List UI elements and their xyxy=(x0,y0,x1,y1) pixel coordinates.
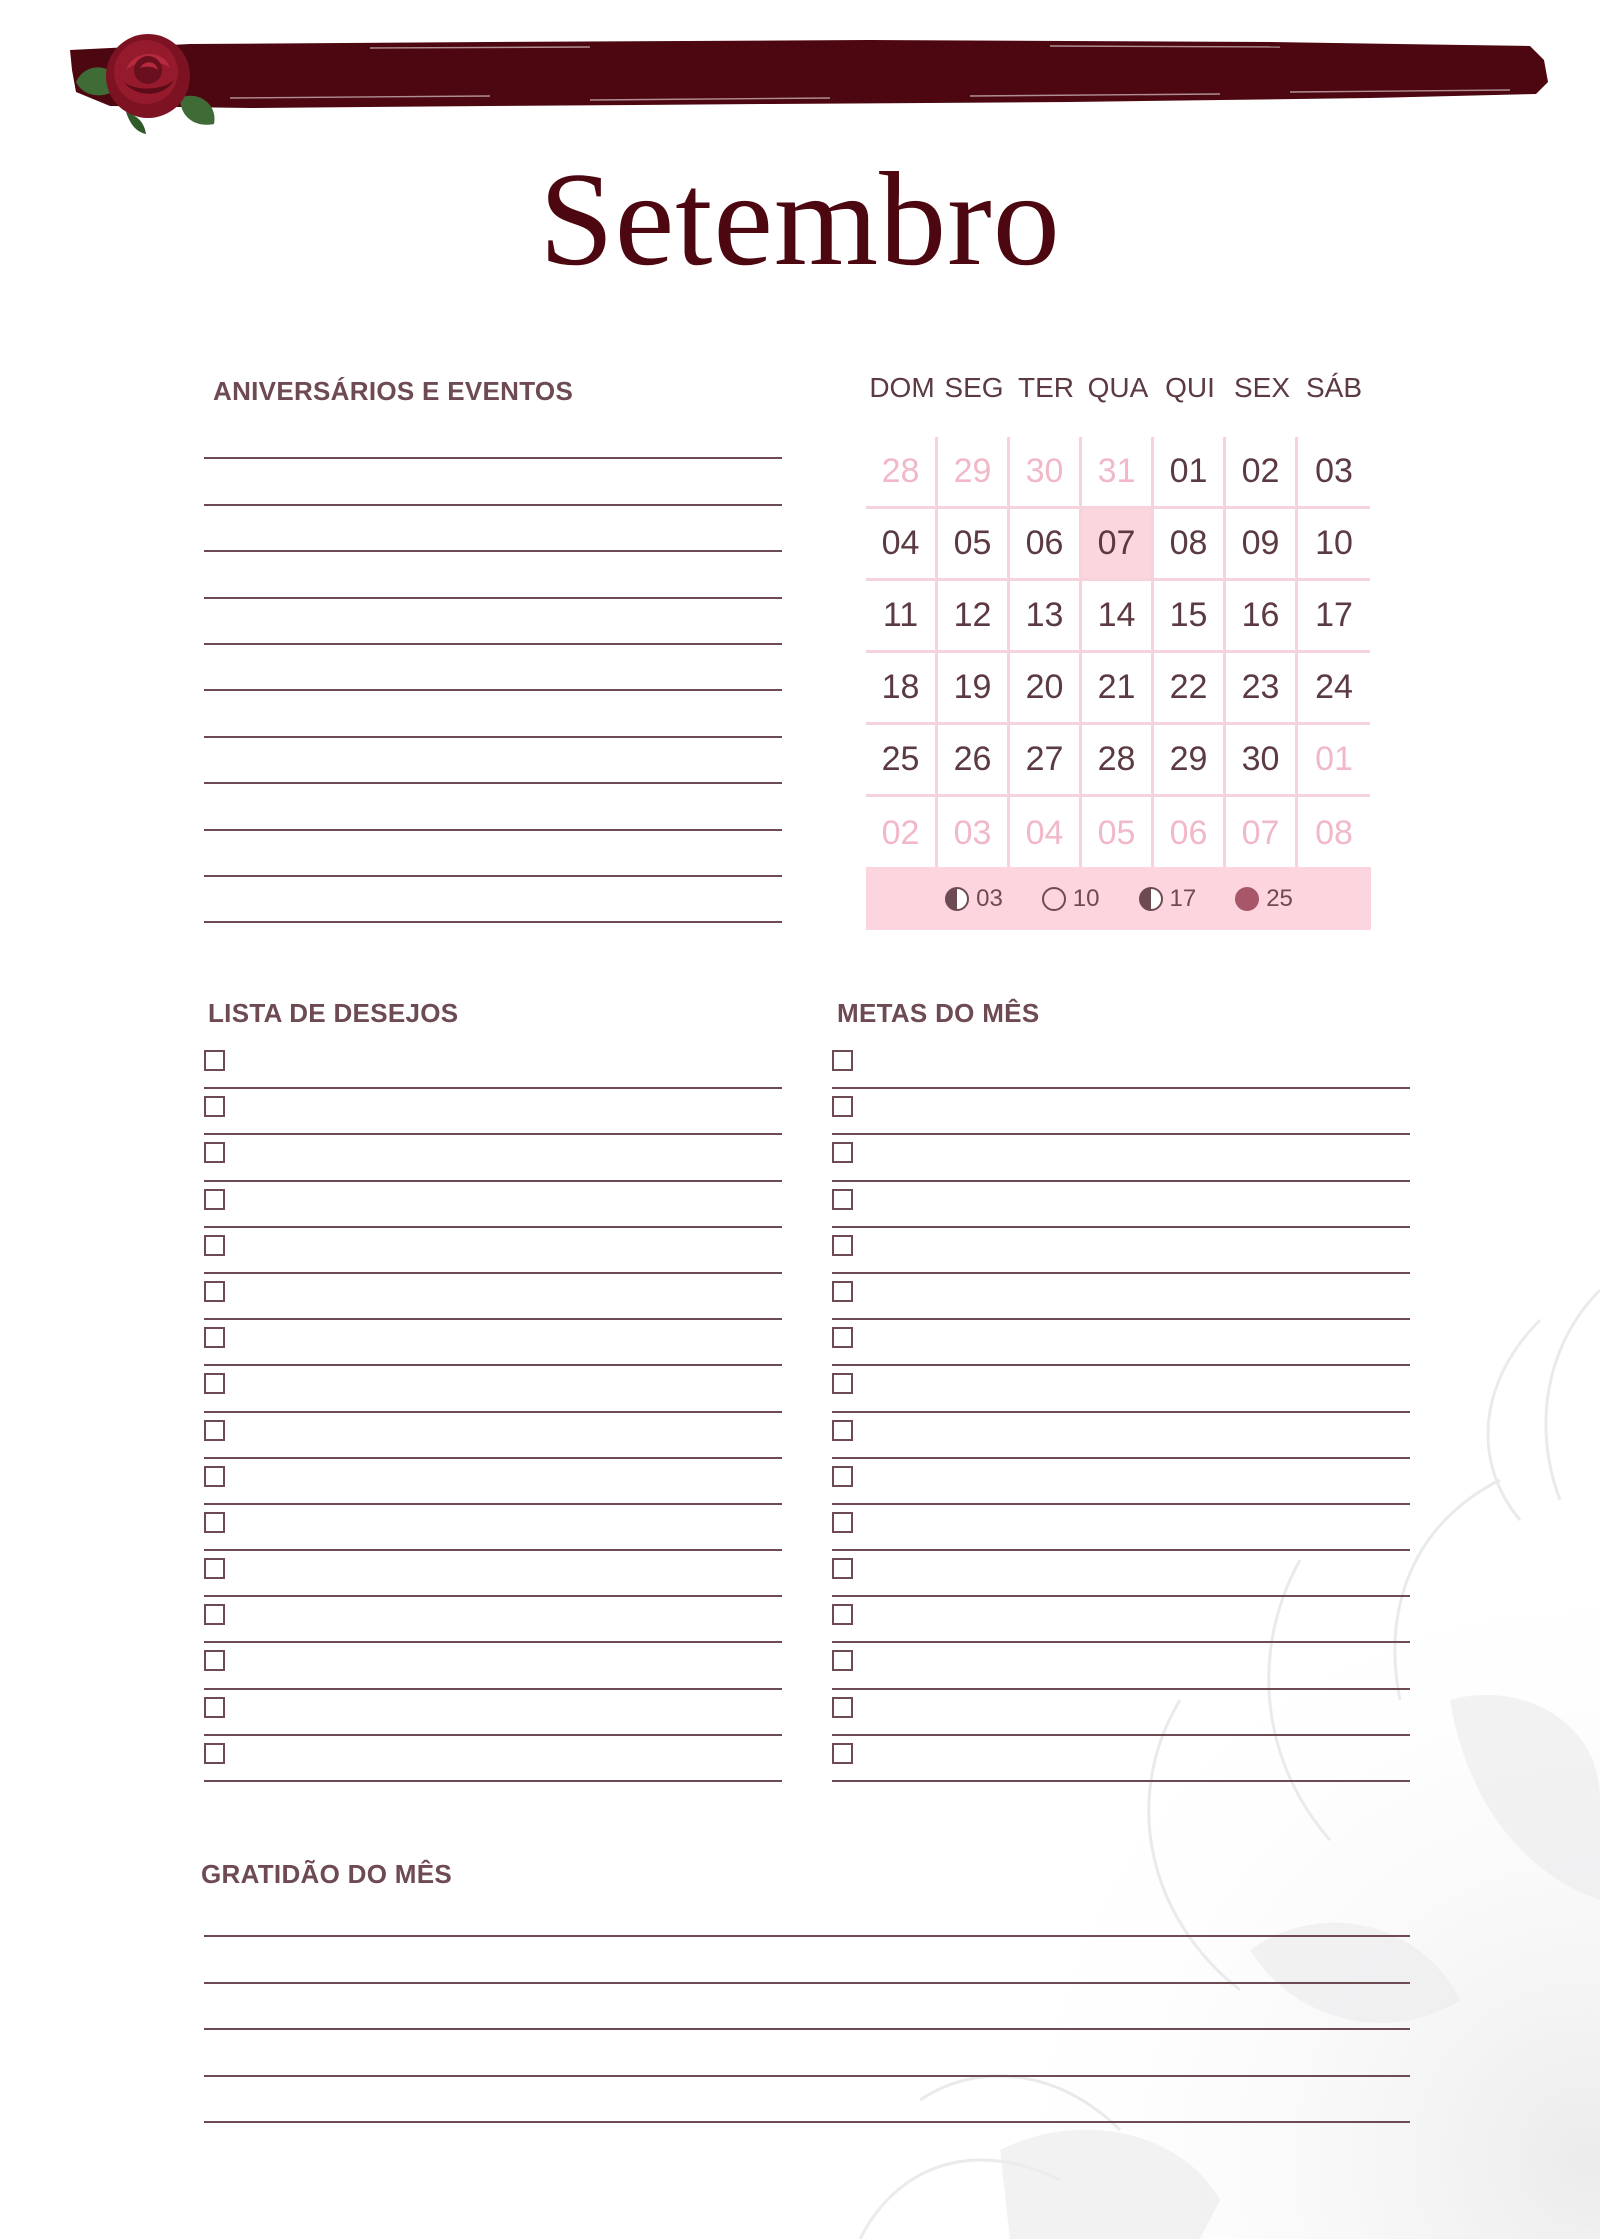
new-moon-filled-icon xyxy=(1234,886,1260,912)
calendar-day[interactable]: 11 xyxy=(866,581,938,653)
moon-phase-day: 03 xyxy=(976,884,1003,912)
checkbox[interactable] xyxy=(204,1096,225,1117)
checkbox[interactable] xyxy=(832,1327,853,1348)
wishlist-checklist xyxy=(204,1043,782,1782)
calendar-day-other-month[interactable]: 04 xyxy=(1010,797,1082,869)
calendar-day[interactable]: 04 xyxy=(866,509,938,581)
checkbox[interactable] xyxy=(832,1373,853,1394)
wishlist-row xyxy=(204,1043,782,1089)
calendar-day[interactable]: 06 xyxy=(1010,509,1082,581)
weekday-label: QUA xyxy=(1087,372,1149,403)
checkbox[interactable] xyxy=(832,1420,853,1441)
checkbox[interactable] xyxy=(204,1743,225,1764)
calendar-day-other-month[interactable]: 02 xyxy=(866,797,938,869)
writing-line[interactable] xyxy=(204,645,782,691)
page-title: Setembro xyxy=(539,145,1061,293)
checkbox[interactable] xyxy=(204,1050,225,1071)
calendar-day-other-month[interactable]: 30 xyxy=(1010,437,1082,509)
calendar-day[interactable]: 01 xyxy=(1154,437,1226,509)
moon-phase-day: 10 xyxy=(1072,884,1100,912)
calendar-day[interactable]: 03 xyxy=(1298,437,1370,509)
checkbox[interactable] xyxy=(832,1650,853,1671)
weekday-label: QUI xyxy=(1165,372,1215,403)
writing-line[interactable] xyxy=(204,877,782,923)
rose-icon xyxy=(66,20,226,135)
writing-line[interactable] xyxy=(204,1984,1410,2030)
checkbox[interactable] xyxy=(832,1512,853,1533)
wishlist-row xyxy=(204,1459,782,1505)
checkbox[interactable] xyxy=(204,1142,225,1163)
checkbox[interactable] xyxy=(204,1373,225,1394)
checkbox[interactable] xyxy=(832,1281,853,1302)
writing-line[interactable] xyxy=(204,1891,1410,1937)
checkbox[interactable] xyxy=(204,1327,225,1348)
writing-line[interactable] xyxy=(204,599,782,645)
weekday-label: DOM xyxy=(869,372,935,403)
calendar-day[interactable]: 17 xyxy=(1298,581,1370,653)
calendar-grid xyxy=(866,437,1370,869)
goal-row xyxy=(832,1736,1410,1782)
moon-phase-day: 17 xyxy=(1169,884,1197,912)
moon-phase-item xyxy=(944,885,1003,913)
goal-row xyxy=(832,1228,1410,1274)
wishlist-row xyxy=(204,1135,782,1181)
goal-row xyxy=(832,1643,1410,1689)
calendar-day[interactable]: 14 xyxy=(1082,581,1154,653)
weekday-label: SEX xyxy=(1233,372,1291,403)
calendar-day-current[interactable]: 07 xyxy=(1082,509,1154,581)
moon-phase-item xyxy=(1234,885,1293,913)
wishlist-row xyxy=(204,1597,782,1643)
calendar-day-other-month[interactable]: 29 xyxy=(938,437,1010,509)
goal-row xyxy=(832,1089,1410,1135)
calendar-day[interactable]: 16 xyxy=(1226,581,1298,653)
goal-row xyxy=(832,1135,1410,1181)
wishlist-heading: LISTA DE DESEJOS xyxy=(208,998,459,1028)
calendar-day[interactable]: 12 xyxy=(938,581,1010,653)
wishlist-row xyxy=(204,1366,782,1412)
moon-phase-bar xyxy=(866,867,1371,930)
wishlist-row xyxy=(204,1320,782,1366)
goal-row xyxy=(832,1505,1410,1551)
calendar-day[interactable]: 24 xyxy=(1298,653,1370,725)
calendar-day-other-month[interactable]: 03 xyxy=(938,797,1010,869)
writing-line[interactable] xyxy=(204,1780,782,1782)
calendar-day[interactable]: 30 xyxy=(1226,725,1298,797)
writing-line[interactable] xyxy=(204,1937,1410,1983)
writing-line[interactable] xyxy=(204,506,782,552)
wishlist-row xyxy=(204,1182,782,1228)
goal-row xyxy=(832,1274,1410,1320)
goals-checklist xyxy=(832,1043,1410,1782)
waning-half-moon-icon xyxy=(1138,886,1164,912)
goal-row xyxy=(832,1551,1410,1597)
checkbox[interactable] xyxy=(832,1558,853,1579)
checkbox[interactable] xyxy=(204,1697,225,1718)
writing-line[interactable] xyxy=(204,413,782,459)
events-heading: ANIVERSÁRIOS E EVENTOS xyxy=(213,376,574,406)
calendar-day[interactable]: 02 xyxy=(1226,437,1298,509)
calendar-day[interactable]: 18 xyxy=(866,653,938,725)
checkbox[interactable] xyxy=(204,1512,225,1533)
writing-line[interactable] xyxy=(204,784,782,830)
checkbox[interactable] xyxy=(204,1420,225,1441)
waxing-half-moon-icon xyxy=(944,886,970,912)
checkbox[interactable] xyxy=(204,1650,225,1671)
goal-row xyxy=(832,1182,1410,1228)
calendar-day[interactable]: 09 xyxy=(1226,509,1298,581)
checkbox[interactable] xyxy=(832,1189,853,1210)
calendar-day[interactable]: 25 xyxy=(866,725,938,797)
goal-row xyxy=(832,1597,1410,1643)
calendar-day[interactable]: 29 xyxy=(1154,725,1226,797)
goal-row xyxy=(832,1366,1410,1412)
checkbox[interactable] xyxy=(832,1235,853,1256)
wishlist-row xyxy=(204,1551,782,1597)
checkbox[interactable] xyxy=(204,1281,225,1302)
checkbox[interactable] xyxy=(832,1604,853,1625)
calendar-day-other-month[interactable]: 28 xyxy=(866,437,938,509)
wishlist-row xyxy=(204,1643,782,1689)
calendar-day[interactable]: 23 xyxy=(1226,653,1298,725)
calendar-day-other-month[interactable]: 01 xyxy=(1298,725,1370,797)
wishlist-row xyxy=(204,1228,782,1274)
calendar-day-other-month[interactable]: 31 xyxy=(1082,437,1154,509)
gratitude-heading: GRATIDÃO DO MÊS xyxy=(201,1859,453,1889)
calendar-day-other-month[interactable]: 06 xyxy=(1154,797,1226,869)
events-lines[interactable] xyxy=(204,413,782,923)
brush-stroke-banner xyxy=(70,36,1550,112)
calendar-day-other-month[interactable]: 07 xyxy=(1226,797,1298,869)
writing-line[interactable] xyxy=(204,459,782,505)
wishlist-row xyxy=(204,1505,782,1551)
writing-line[interactable] xyxy=(204,738,782,784)
checkbox[interactable] xyxy=(204,1235,225,1256)
wishlist-row xyxy=(204,1274,782,1320)
calendar-weekday-header xyxy=(866,372,1372,404)
writing-line[interactable] xyxy=(204,2077,1410,2123)
checkbox[interactable] xyxy=(204,1604,225,1625)
writing-line[interactable] xyxy=(204,2030,1410,2076)
calendar-day[interactable]: 15 xyxy=(1154,581,1226,653)
moon-phase-item xyxy=(1138,885,1197,913)
calendar-day-other-month[interactable]: 05 xyxy=(1082,797,1154,869)
checkbox[interactable] xyxy=(204,1466,225,1487)
calendar-day[interactable]: 27 xyxy=(1010,725,1082,797)
moon-phase-item xyxy=(1041,885,1100,913)
calendar-day[interactable]: 26 xyxy=(938,725,1010,797)
goals-heading: METAS DO MÊS xyxy=(837,998,1040,1028)
writing-line[interactable] xyxy=(832,1780,1410,1782)
goal-row xyxy=(832,1043,1410,1089)
checkbox[interactable] xyxy=(832,1743,853,1764)
goal-row xyxy=(832,1320,1410,1366)
wishlist-row xyxy=(204,1736,782,1782)
full-moon-outline-icon xyxy=(1041,886,1067,912)
calendar-day[interactable]: 05 xyxy=(938,509,1010,581)
weekday-label: SÁB xyxy=(1305,372,1363,403)
wishlist-row xyxy=(204,1413,782,1459)
checkbox[interactable] xyxy=(832,1050,853,1071)
calendar-day[interactable]: 10 xyxy=(1298,509,1370,581)
checkbox[interactable] xyxy=(204,1189,225,1210)
wishlist-row xyxy=(204,1089,782,1135)
goal-row xyxy=(832,1413,1410,1459)
checkbox[interactable] xyxy=(832,1697,853,1718)
gratitude-lines[interactable] xyxy=(204,1891,1410,2123)
calendar-day[interactable]: 20 xyxy=(1010,653,1082,725)
calendar-day[interactable]: 19 xyxy=(938,653,1010,725)
moon-phase-day: 25 xyxy=(1266,884,1293,912)
checkbox[interactable] xyxy=(832,1466,853,1487)
goal-row xyxy=(832,1459,1410,1505)
wishlist-row xyxy=(204,1690,782,1736)
writing-line[interactable] xyxy=(204,831,782,877)
weekday-label: SEG xyxy=(944,372,1004,403)
calendar-day[interactable]: 22 xyxy=(1154,653,1226,725)
checkbox[interactable] xyxy=(832,1096,853,1117)
writing-line[interactable] xyxy=(204,691,782,737)
goal-row xyxy=(832,1690,1410,1736)
calendar-day[interactable]: 08 xyxy=(1154,509,1226,581)
calendar-day-other-month[interactable]: 08 xyxy=(1315,813,1353,852)
checkbox[interactable] xyxy=(832,1142,853,1163)
weekday-label: TER xyxy=(1018,372,1074,403)
calendar-day[interactable]: 28 xyxy=(1082,725,1154,797)
calendar-day[interactable]: 13 xyxy=(1010,581,1082,653)
writing-line[interactable] xyxy=(204,552,782,598)
checkbox[interactable] xyxy=(204,1558,225,1579)
calendar-day[interactable]: 21 xyxy=(1082,653,1154,725)
